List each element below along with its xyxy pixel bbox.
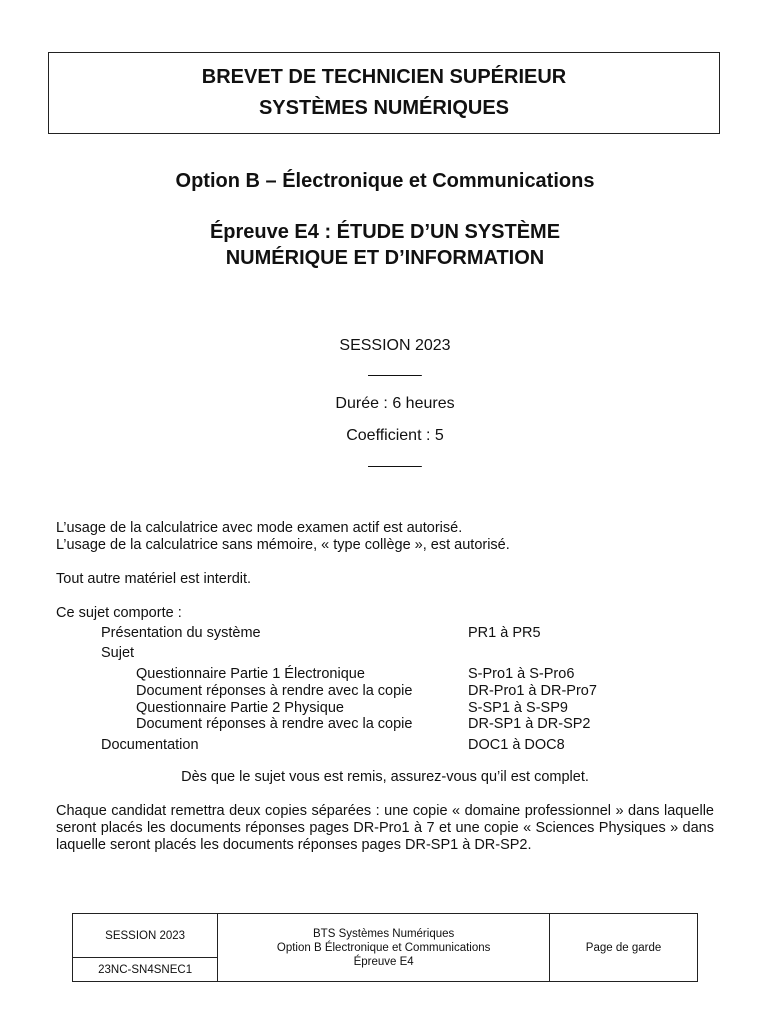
footer-table — [72, 913, 698, 982]
contents-item-pages: S-Pro1 à S-Pro6 — [468, 666, 575, 682]
calc-rule-2: L’usage de la calculatrice sans mémoire, « type collège », est autorisé. — [56, 537, 510, 553]
footer-title-line-3: Épreuve E4 — [353, 955, 414, 968]
contents-intro: Ce sujet comporte : — [56, 605, 182, 621]
title-line-2: SYSTÈMES NUMÉRIQUES — [258, 97, 510, 119]
footer-title-line-2: Option B Électronique et Communications — [276, 941, 491, 954]
contents-item-label: Document réponses à rendre avec la copie — [136, 716, 413, 732]
duree-label: Durée : 6 heures — [335, 395, 455, 412]
contents-item-pages: DR-SP1 à DR-SP2 — [468, 716, 591, 732]
separator-1: ______ — [368, 360, 422, 377]
calc-rule-1: L’usage de la calculatrice avec mode examen actif est autorisé. — [56, 520, 463, 536]
epreuve-heading-line-2: NUMÉRIQUE ET D’INFORMATION — [225, 247, 545, 269]
footer-title-line-1: BTS Systèmes Numériques — [313, 927, 455, 940]
contents-item-pages: DOC1 à DOC8 — [468, 737, 565, 753]
separator-2: ______ — [368, 451, 422, 468]
contents-item-label: Document réponses à rendre avec la copie — [136, 683, 413, 699]
materiel-rule: Tout autre matériel est interdit. — [56, 571, 252, 587]
coefficient-label: Coefficient : 5 — [346, 427, 444, 444]
footer-session: SESSION 2023 — [73, 914, 218, 958]
option-heading: Option B – Électronique et Communications — [175, 170, 595, 192]
contents-item-label: Questionnaire Partie 2 Physique — [136, 700, 344, 716]
completeness-notice: Dès que le sujet vous est remis, assurez-vous qu’il est complet. — [181, 769, 589, 785]
footer-code: 23NC-SN4SNEC1 — [73, 958, 218, 982]
footer-page-label: Page de garde — [550, 914, 698, 982]
footer-title — [218, 914, 550, 982]
contents-item-pages: S-SP1 à S-SP9 — [468, 700, 568, 716]
contents-item-label: Questionnaire Partie 1 Électronique — [136, 666, 365, 682]
title-line-1: BREVET DE TECHNICIEN SUPÉRIEUR — [201, 66, 567, 88]
session-label: SESSION 2023 — [339, 337, 451, 354]
contents-item-label: Documentation — [101, 737, 199, 753]
epreuve-heading-line-1: Épreuve E4 : ÉTUDE D’UN SYSTÈME — [209, 221, 561, 243]
copies-instructions: Chaque candidat remettra deux copies séparées : une copie « domaine professionnel » dans laquelle seront placés les documents réponses pages DR-Pro1 à 7 et une copie « Sciences Physiques » dans laquelle seront placés les documents réponses pages DR-SP1 à DR-SP2. — [56, 803, 714, 853]
contents-item-pages: DR-Pro1 à DR-Pro7 — [468, 683, 597, 699]
title-box — [48, 52, 720, 134]
contents-item-label: Sujet — [101, 645, 135, 661]
contents-item-label: Présentation du système — [101, 625, 261, 641]
contents-item-pages: PR1 à PR5 — [468, 625, 541, 641]
